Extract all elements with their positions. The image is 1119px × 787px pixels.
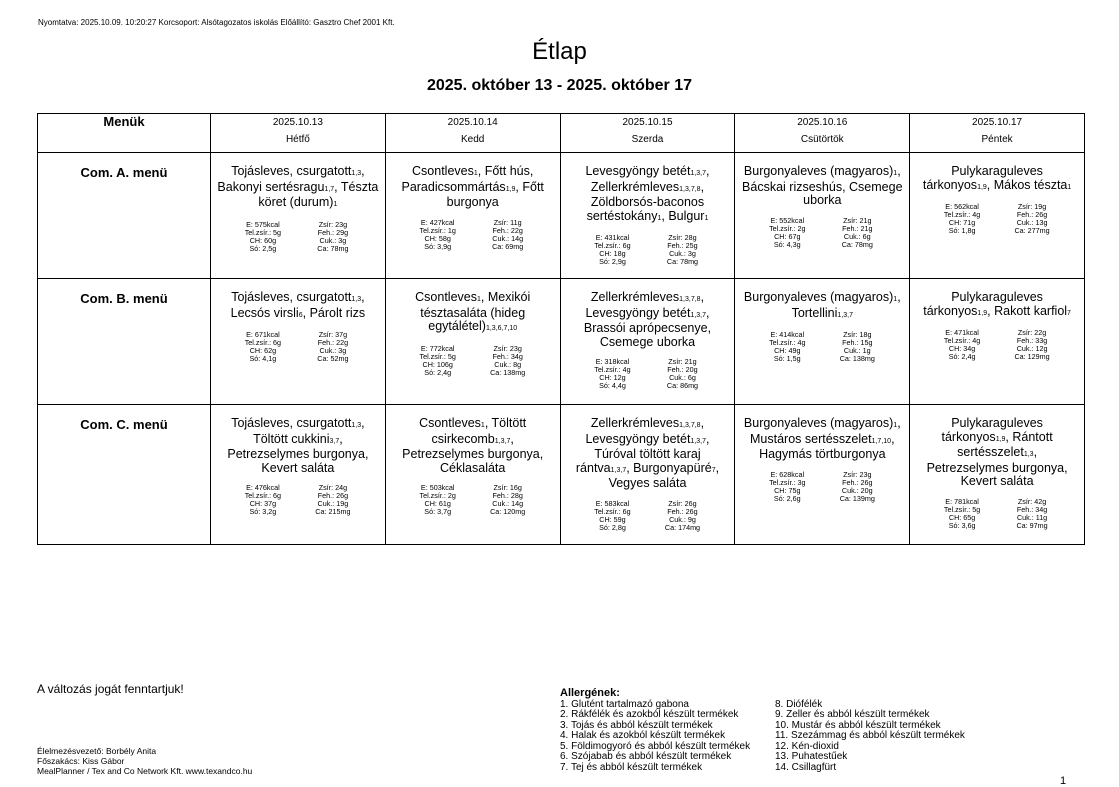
energy-value: E: 552kcal	[770, 215, 805, 225]
dish-text	[567, 165, 729, 225]
saturated-fat-value: Tel.zsír.: 4g	[943, 210, 981, 219]
carbohydrate-value: CH: 18g	[599, 249, 626, 258]
allergen-codes: 1,3,6,7,10	[485, 325, 518, 332]
dish-name: , Mustáros sertésszelet	[750, 416, 901, 446]
allergen-codes: 1,3	[351, 170, 362, 177]
salt-value: Só: 2,6g	[773, 493, 801, 503]
calcium-value: Ca: 78mg	[666, 257, 699, 266]
saturated-fat-value: Tel.zsír.: 4g	[594, 365, 631, 374]
protein-value: Feh.: 26g	[1016, 210, 1048, 219]
day-date: 2025.10.17	[972, 117, 1023, 128]
dish-name: , Töltött csirkecomb	[431, 416, 527, 446]
dish-name: , Párolt rizs	[302, 305, 366, 320]
dish-text	[741, 417, 903, 462]
nutrition-info	[228, 221, 368, 253]
salt-value: Só: 4,4g	[599, 381, 626, 390]
dish-name: , Bácskai rizseshús, Csemege uborka	[742, 164, 903, 207]
allergen-item: 6. Szójabab és abból készült termékek	[560, 751, 732, 762]
dish-text	[741, 291, 903, 322]
allergen-codes: 1	[1067, 183, 1072, 191]
sugar-value: Cuk.: 3g	[669, 249, 696, 258]
dish-name: , Mákos tészta	[986, 177, 1068, 192]
allergen-codes: 1,9	[977, 309, 988, 317]
menu-cell	[385, 405, 560, 545]
nutrition-info	[228, 484, 368, 516]
day-header-row	[38, 114, 1085, 153]
protein-value: Feh.: 22g	[492, 225, 523, 235]
menu-cell	[735, 405, 910, 545]
dish-name: , Tortellini	[791, 290, 901, 320]
day-name: Péntek	[981, 134, 1013, 145]
allergen-codes: 1,3	[351, 422, 362, 429]
allergen-item: 2. Rákfélék és azokból készült termékek	[560, 709, 739, 720]
allergen-item: 4. Halak és azokból készült termékek	[560, 730, 726, 741]
carbohydrate-value: CH: 59g	[599, 514, 626, 524]
allergen-codes: 1	[477, 296, 481, 303]
menu-cell	[910, 279, 1085, 405]
sugar-value: Cuk.: 14g	[492, 499, 524, 508]
allergen-codes: 1,3,7	[494, 437, 511, 445]
salt-value: Só: 3,9g	[424, 241, 452, 251]
nutrition-info	[927, 498, 1067, 530]
carbohydrate-value: CH: 65g	[948, 512, 976, 522]
calcium-value: Ca: 174mg	[664, 522, 701, 532]
calcium-value: Ca: 277mg	[1014, 226, 1050, 235]
allergen-codes: 7	[711, 466, 716, 474]
dish-name: , Tészta köret (durum)	[258, 179, 379, 209]
allergen-codes: 6	[298, 311, 303, 319]
salt-value: Só: 1,5g	[773, 354, 801, 363]
staff-info	[37, 746, 252, 776]
nutrition-info	[403, 484, 543, 516]
carbohydrate-value: CH: 34g	[948, 344, 976, 353]
calcium-value: Ca: 69mg	[492, 241, 524, 251]
calcium-value: Ca: 138mg	[490, 367, 526, 377]
nutrition-info	[577, 358, 717, 390]
nutrition-info	[403, 345, 543, 377]
fat-value: Zsír: 42g	[1017, 496, 1047, 506]
dish-text	[916, 417, 1078, 489]
saturated-fat-value: Tel.zsír.: 3g	[769, 477, 806, 487]
allergen-column	[560, 700, 775, 774]
energy-value: E: 671kcal	[246, 330, 280, 339]
sugar-value: Cuk.: 1g	[843, 346, 871, 355]
sugar-value: Cuk.: 3g	[319, 346, 347, 355]
fat-value: Zsír: 23g	[493, 343, 522, 353]
dish-name: Tojásleves, csurgatott	[231, 416, 352, 430]
energy-value: E: 628kcal	[770, 469, 805, 479]
dish-name: , Túróval töltött karaj rántva	[575, 431, 710, 475]
menu-cell	[211, 279, 386, 405]
allergen-column	[775, 700, 965, 774]
sugar-value: Cuk.: 9g	[669, 514, 696, 524]
saturated-fat-value: Tel.zsír.: 4g	[943, 336, 981, 345]
sugar-value: Cuk.: 12g	[1016, 344, 1048, 353]
allergen-item: 12. Kén-dioxid	[775, 740, 839, 752]
menu-name: Com. A. menü	[38, 153, 211, 279]
saturated-fat-value: Tel.zsír.: 6g	[594, 241, 631, 250]
dish-name: Pulykaraguleves tárkonyos	[941, 416, 1043, 444]
energy-value: E: 575kcal	[246, 219, 280, 229]
staff-line: Főszakács: Kiss Gábor	[37, 756, 125, 766]
dish-name: Burgonyaleves (magyaros)	[743, 164, 894, 178]
allergen-item: 11. Szezámmag és abból készült termékek	[775, 730, 965, 741]
protein-value: Feh.: 15g	[842, 338, 873, 347]
dish-name: Burgonyaleves (magyaros)	[743, 290, 894, 304]
day-header	[385, 114, 560, 153]
protein-value: Feh.: 21g	[842, 223, 873, 233]
nutrition-info	[927, 329, 1067, 361]
allergen-codes: 1	[657, 214, 662, 222]
calcium-value: Ca: 215mg	[315, 507, 351, 516]
salt-value: Só: 2,4g	[424, 367, 452, 377]
dish-name: Zellerkrémleves	[590, 290, 680, 304]
energy-value: E: 471kcal	[945, 328, 979, 337]
nutrition-info	[577, 234, 717, 266]
dish-name: , Brassói aprópecsenye, Csemege uborka	[583, 305, 712, 349]
allergen-codes: 7	[1067, 309, 1071, 317]
dish-name: , Levesgyöngy betét	[585, 416, 705, 446]
dish-text	[567, 291, 729, 349]
dish-name: Tojásleves, csurgatott	[231, 164, 352, 178]
calcium-value: Ca: 52mg	[317, 354, 349, 363]
allergen-item: 13. Puhatestűek	[775, 751, 848, 762]
allergen-codes: 1,9	[995, 435, 1006, 443]
saturated-fat-value: Tel.zsír.: 5g	[244, 227, 282, 237]
protein-value: Feh.: 34g	[1016, 504, 1048, 514]
carbohydrate-value: CH: 58g	[424, 233, 451, 243]
saturated-fat-value: Tel.zsír.: 4g	[769, 338, 806, 347]
menu-row	[38, 279, 1085, 405]
day-header	[560, 114, 735, 153]
allergen-codes: 1	[333, 201, 338, 208]
salt-value: Só: 4,3g	[773, 239, 801, 249]
menu-name: Com. C. menü	[38, 405, 211, 545]
menu-table	[37, 113, 1085, 545]
saturated-fat-value: Tel.zsír.: 2g	[769, 223, 806, 233]
allergen-codes: 1,3	[1023, 451, 1034, 458]
dish-name: , Rakott karfiol	[987, 303, 1068, 318]
saturated-fat-value: Tel.zsír.: 6g	[244, 491, 282, 500]
allergen-codes: 1,3	[351, 296, 362, 303]
calcium-value: Ca: 78mg	[841, 239, 873, 249]
fat-value: Zsír: 21g	[668, 357, 697, 366]
fat-value: Zsír: 19g	[1017, 202, 1047, 211]
sugar-value: Cuk.: 11g	[1016, 512, 1048, 522]
dish-name: Csontleves	[412, 164, 474, 178]
allergen-codes: 1	[893, 170, 898, 177]
allergen-codes: 1,3,7	[690, 311, 707, 319]
dish-name: , Vegyes saláta	[608, 460, 720, 490]
nutrition-info	[752, 331, 892, 363]
carbohydrate-value: CH: 75g	[774, 485, 801, 495]
dish-name: , Bulgur	[661, 208, 705, 223]
fat-value: Zsír: 16g	[493, 483, 522, 492]
menu-row	[38, 405, 1085, 545]
dish-name: , Főtt burgonya	[446, 179, 544, 209]
day-date: 2025.10.16	[797, 117, 848, 128]
day-header	[735, 114, 910, 153]
protein-value: Feh.: 25g	[667, 241, 698, 250]
energy-value: E: 503kcal	[420, 483, 455, 492]
menu-cell	[211, 153, 386, 279]
allergen-item: 3. Tojás és abból készült termékek	[560, 719, 713, 731]
dish-name: Pulykaraguleves tárkonyos	[923, 290, 1043, 318]
dish-name: , Burgonyapüré	[626, 460, 712, 475]
dish-name: , Bakonyi sertésragu	[217, 164, 365, 194]
change-notice: A változás jogát fenntartjuk!	[37, 682, 184, 696]
energy-value: E: 318kcal	[595, 357, 630, 366]
nutrition-info	[577, 500, 717, 532]
allergen-item: 9. Zeller és abból készült termékek	[775, 709, 930, 720]
saturated-fat-value: Tel.zsír.: 5g	[943, 504, 981, 514]
day-name: Hétfő	[285, 134, 310, 145]
salt-value: Só: 3,7g	[424, 507, 452, 516]
dish-text	[217, 417, 379, 475]
calcium-value: Ca: 120mg	[490, 507, 526, 516]
dish-text	[217, 165, 379, 212]
energy-value: E: 772kcal	[420, 343, 455, 353]
dish-text	[392, 291, 554, 336]
carbohydrate-value: CH: 61g	[424, 499, 451, 508]
nutrition-info	[752, 471, 892, 503]
allergen-legend	[560, 688, 965, 773]
allergen-codes: 1,3,7	[690, 437, 707, 445]
calcium-value: Ca: 86mg	[666, 381, 699, 390]
dish-text	[392, 165, 554, 210]
energy-value: E: 583kcal	[595, 498, 630, 508]
salt-value: Só: 2,8g	[599, 522, 626, 532]
allergen-codes: 1	[480, 422, 485, 429]
dish-text	[916, 291, 1078, 320]
allergen-codes: 1,3,7,8	[679, 296, 701, 303]
dish-name: , Petrezselymes burgonya, Céklasaláta	[402, 431, 544, 475]
protein-value: Feh.: 29g	[317, 227, 349, 237]
nutrition-info	[752, 217, 892, 249]
menu-cell	[560, 153, 735, 279]
day-name: Csütörtök	[800, 134, 844, 145]
sugar-value: Cuk.: 3g	[319, 235, 347, 245]
page-number: 1	[1060, 775, 1067, 787]
allergen-codes: 1	[473, 170, 478, 177]
dish-name: , Töltött cukkini	[253, 416, 365, 446]
day-name: Szerda	[631, 134, 664, 145]
menu-cell	[735, 279, 910, 405]
day-name: Kedd	[461, 134, 485, 145]
energy-value: E: 414kcal	[770, 330, 805, 339]
calcium-value: Ca: 129mg	[1014, 352, 1050, 361]
dish-text	[567, 417, 729, 491]
allergen-codes: 1	[893, 296, 898, 303]
calcium-value: Ca: 97mg	[1016, 520, 1048, 530]
carbohydrate-value: CH: 37g	[249, 499, 277, 508]
sugar-value: Cuk.: 19g	[317, 499, 349, 508]
dish-name: Burgonyaleves (magyaros)	[743, 416, 894, 430]
carbohydrate-value: CH: 12g	[599, 373, 626, 382]
protein-value: Feh.: 34g	[492, 351, 523, 361]
dish-text	[217, 291, 379, 322]
saturated-fat-value: Tel.zsír.: 5g	[419, 351, 456, 361]
fat-value: Zsír: 26g	[668, 498, 697, 508]
fat-value: Zsír: 37g	[318, 330, 348, 339]
allergen-title: Allergének:	[560, 687, 620, 699]
salt-value: Só: 3,6g	[948, 520, 976, 530]
protein-value: Feh.: 22g	[317, 338, 349, 347]
fat-value: Zsír: 11g	[493, 217, 522, 227]
energy-value: E: 562kcal	[945, 202, 979, 211]
protein-value: Feh.: 33g	[1016, 336, 1048, 345]
energy-value: E: 781kcal	[945, 496, 979, 506]
saturated-fat-value: Tel.zsír.: 2g	[419, 491, 456, 500]
nutrition-info	[228, 331, 368, 363]
dish-name: Tojásleves, csurgatott	[231, 290, 352, 304]
allergen-item: 8. Diófélék	[775, 698, 823, 710]
dish-name: , Petrezselymes burgonya, Kevert saláta	[926, 445, 1068, 488]
nutrition-info	[403, 219, 543, 251]
calcium-value: Ca: 138mg	[839, 354, 875, 363]
menu-cell	[910, 153, 1085, 279]
salt-value: Só: 2,4g	[948, 352, 976, 361]
staff-line: MealPlanner / Tex and Co Network Kft. www.texandco.hu	[37, 766, 253, 776]
protein-value: Feh.: 28g	[492, 491, 523, 500]
menu-cell	[560, 279, 735, 405]
carbohydrate-value: CH: 62g	[249, 346, 277, 355]
day-date: 2025.10.13	[272, 117, 323, 128]
allergen-codes: 1,3,7	[837, 311, 853, 319]
day-date: 2025.10.14	[447, 117, 498, 128]
dish-name: , Levesgyöngy betét	[585, 290, 705, 320]
dish-name: , Petrezselymes burgonya, Kevert saláta	[227, 431, 369, 475]
dish-name: , Zöldborsós-baconos sertéstokány	[586, 179, 705, 223]
dish-text	[916, 165, 1078, 194]
dish-name: Csontleves	[419, 416, 481, 430]
energy-value: E: 476kcal	[246, 483, 280, 492]
menu-cell	[560, 405, 735, 545]
sugar-value: Cuk.: 20g	[841, 485, 873, 495]
day-header	[211, 114, 386, 153]
dish-name: , Rántott sertésszelet	[957, 429, 1053, 459]
menu-cell	[211, 405, 386, 545]
fat-value: Zsír: 23g	[318, 219, 348, 229]
allergen-codes: 1	[704, 214, 709, 222]
allergen-codes: 3,7	[329, 437, 340, 445]
allergen-codes: 1,7	[324, 185, 335, 193]
allergen-codes: 1,3,7	[610, 466, 627, 474]
saturated-fat-value: Tel.zsír.: 1g	[419, 225, 456, 235]
dish-name: , Lecsós virsli	[230, 290, 365, 320]
salt-value: Só: 4,1g	[249, 354, 277, 363]
protein-value: Feh.: 26g	[842, 477, 873, 487]
allergen-codes: 1,9	[505, 185, 516, 193]
allergen-item: 1. Glutént tartalmazó gabona	[560, 698, 689, 710]
allergen-codes: 1,9	[977, 183, 987, 191]
saturated-fat-value: Tel.zsír.: 6g	[594, 506, 631, 516]
sugar-value: Cuk.: 6g	[669, 373, 696, 382]
salt-value: Só: 2,9g	[599, 257, 626, 266]
carbohydrate-value: CH: 60g	[249, 235, 277, 245]
dish-text	[392, 417, 554, 475]
dish-name: , Zellerkrémleves	[590, 164, 710, 194]
allergen-item: 5. Földimogyoró és abból készült termékek	[560, 740, 751, 752]
dish-text	[741, 165, 903, 208]
calcium-value: Ca: 139mg	[839, 493, 875, 503]
sugar-value: Cuk.: 14g	[492, 233, 524, 243]
fat-value: Zsír: 28g	[668, 233, 697, 242]
sugar-value: Cuk.: 13g	[1016, 218, 1048, 227]
dish-name: Csontleves	[415, 290, 477, 304]
allergen-codes: 1,3,7	[690, 170, 707, 177]
allergen-codes: 1,7,10	[871, 437, 892, 445]
dish-name: Levesgyöngy betét	[585, 164, 691, 178]
allergen-item: 14. Csillagfürt	[775, 761, 837, 773]
nutrition-info	[927, 203, 1067, 235]
salt-value: Só: 2,5g	[249, 243, 277, 253]
dish-name: Pulykaraguleves tárkonyos	[922, 164, 1043, 192]
menu-cell	[910, 405, 1085, 545]
allergen-codes: 1,3,7,8	[679, 422, 701, 429]
allergen-codes: 1,3,7,8	[679, 185, 701, 193]
staff-line: Élelmezésvezető: Borbély Anita	[37, 746, 157, 756]
carbohydrate-value: CH: 106g	[422, 359, 453, 369]
salt-value: Só: 3,2g	[249, 507, 277, 516]
day-header	[910, 114, 1085, 153]
carbohydrate-value: CH: 71g	[948, 218, 976, 227]
saturated-fat-value: Tel.zsír.: 6g	[244, 338, 282, 347]
energy-value: E: 427kcal	[420, 217, 455, 227]
dish-name: , Főtt hús, Paradicsommártás	[401, 164, 534, 194]
fat-value: Zsír: 23g	[843, 469, 872, 479]
protein-value: Feh.: 26g	[667, 506, 698, 516]
carbohydrate-value: CH: 49g	[774, 346, 801, 355]
date-range: 2025. október 13 - 2025. október 17	[426, 77, 692, 94]
salt-value: Só: 1,8g	[948, 226, 976, 235]
energy-value: E: 431kcal	[595, 233, 630, 242]
fat-value: Zsír: 18g	[843, 330, 872, 339]
menu-cell	[385, 279, 560, 405]
menu-cell	[385, 153, 560, 279]
dish-name: Zellerkrémleves	[590, 416, 680, 430]
sugar-value: Cuk.: 6g	[843, 231, 871, 241]
protein-value: Feh.: 26g	[317, 491, 349, 500]
menu-cell	[735, 153, 910, 279]
page-title: Étlap	[532, 38, 587, 65]
sugar-value: Cuk.: 8g	[494, 359, 522, 369]
fat-value: Zsír: 22g	[1017, 328, 1047, 337]
menu-name: Com. B. menü	[38, 279, 211, 405]
fat-value: Zsír: 24g	[318, 483, 348, 492]
dish-name: , Mexikói tésztasaláta (hideg egytálétel)	[420, 290, 531, 333]
carbohydrate-value: CH: 67g	[774, 231, 801, 241]
menus-column-header: Menük	[38, 114, 211, 153]
fat-value: Zsír: 21g	[843, 215, 872, 225]
dish-name: , Hagymás törtburgonya	[759, 431, 895, 461]
allergen-item: 10. Mustár és abból készült termékek	[775, 719, 941, 731]
allergen-item: 7. Tej és abból készült termékek	[560, 761, 703, 773]
day-date: 2025.10.15	[622, 117, 673, 128]
print-info: Nyomtatva: 2025.10.09. 10:20:27 Korcsoport: Alsótagozatos iskolás Előállító: Gasztro Chef 2001 Kft.	[38, 18, 395, 27]
protein-value: Feh.: 20g	[667, 365, 698, 374]
calcium-value: Ca: 78mg	[317, 243, 349, 253]
allergen-codes: 1	[893, 422, 898, 429]
menu-row	[38, 153, 1085, 279]
